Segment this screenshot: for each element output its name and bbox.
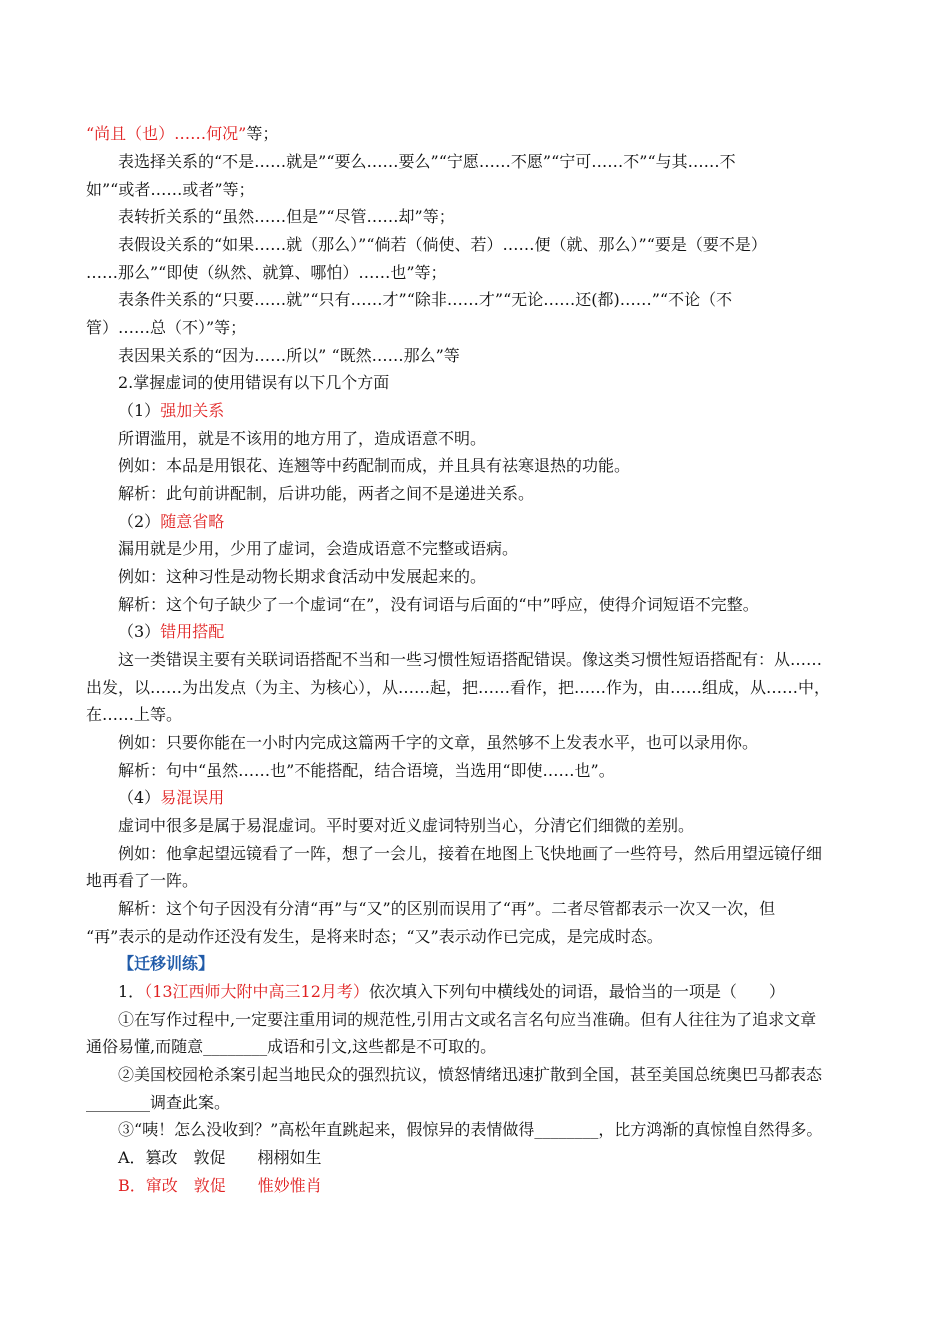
subheading-title: 易混误用 [160, 788, 225, 807]
line-shangqie [86, 123, 866, 145]
question-source: （13江西师大附中高三12月考） [144, 982, 369, 1001]
option-b-answer: B．窜改 敦促 惟妙惟肖 [118, 1176, 322, 1195]
line-choice-relation: 表选择关系的“不是……就是”“要么……要么”“宁愿……不愿”“宁可……不”“与其……不 [118, 152, 736, 171]
question-1-item-3: ③“咦！怎么没收到？”高松年直跳起来，假惊异的表情做得________，比方鸿渐的真惊惶自然得多。 [118, 1120, 823, 1139]
subheading-2 [118, 511, 898, 533]
line-definition-3-end: 在……上等。 [86, 705, 183, 724]
line-analysis-2: 解析：这个句子缺少了一个虚词“在”，没有词语与后面的“中”呼应，使得介词短语不完整。 [118, 595, 759, 614]
line-condition-relation-cont: 管）……总（不）”等； [86, 318, 247, 337]
subheading-number: （1） [118, 401, 161, 420]
line-choice-relation-cont: 如”“或者……或者”等； [86, 180, 255, 199]
subheading-number: （2） [118, 512, 161, 531]
line-definition-4: 虚词中很多是属于易混虚词。平时要对近义虚词特别当心，分清它们细微的差别。 [118, 816, 695, 835]
section-heading-errors: 2.掌握虚词的使用错误有以下几个方面 [118, 373, 390, 392]
subheading-3 [118, 621, 898, 643]
line-hypothesis-relation: 表假设关系的“如果……就（那么）”“倘若（倘使、若）……便（就、那么）”“要是（要不是） [118, 235, 767, 254]
line-text: 等； [246, 124, 279, 143]
line-example-4: 例如：他拿起望远镜看了一阵，想了一会儿，接着在地图上飞快地画了一些符号，然后用望远镜仔细 [118, 844, 823, 863]
question-number: 1． [118, 982, 145, 1001]
subheading-number: （4） [118, 788, 161, 807]
subheading-title: 随意省略 [160, 512, 225, 531]
question-1-item-1-cont: 通俗易懂,而随意________成语和引文,这些都是不可取的。 [86, 1037, 497, 1056]
subheading-title: 强加关系 [160, 401, 225, 420]
line-analysis-3: 解析：句中“虽然……也”不能搭配，结合语境，当选用“即使……也”。 [118, 761, 615, 780]
subheading-1 [118, 400, 898, 422]
question-1-stem [118, 981, 898, 1003]
line-definition-1: 所谓滥用，就是不该用的地方用了，造成语意不明。 [118, 429, 487, 448]
line-example-3: 例如：只要你能在一小时内完成这篇两千字的文章，虽然够不上发表水平，也可以录用你。 [118, 733, 759, 752]
line-definition-3-cont: 出发，以……为出发点（为主、为核心），从……起，把……看作，把……作为，由……组成，从……中， [86, 678, 831, 697]
question-1-item-2-cont: ________调查此案。 [86, 1093, 231, 1112]
line-definition-2: 漏用就是少用，少用了虚词，会造成语意不完整或语病。 [118, 539, 519, 558]
red-phrase: “尚且（也）……何况” [86, 124, 247, 143]
line-example-4-cont: 地再看了一阵。 [86, 871, 199, 890]
line-analysis-1: 解析：此句前讲配制，后讲功能，两者之间不是递进关系。 [118, 484, 535, 503]
line-example-2: 例如：这种习性是动物长期求食活动中发展起来的。 [118, 567, 487, 586]
subheading-4 [118, 787, 898, 809]
question-1-item-1: ①在写作过程中,一定要注重用词的规范性,引用古文或名言名句应当准确。但有人往往为了追求文章 [118, 1010, 817, 1029]
line-turning-relation: 表转折关系的“虽然……但是”“尽管……却”等； [118, 207, 455, 226]
line-example-1: 例如：本品是用银花、连翘等中药配制而成，并且具有祛寒退热的功能。 [118, 456, 631, 475]
line-definition-3: 这一类错误主要有关联词语搭配不当和一些习惯性短语搭配错误。像这类习惯性短语搭配有：从…… [118, 650, 823, 669]
line-hypothesis-relation-cont: ……那么”“即使（纵然、就算、哪怕）……也”等； [86, 263, 447, 282]
section-heading-practice: 【迁移训练】 [118, 954, 215, 973]
option-a: A．篡改 敦促 栩栩如生 [118, 1148, 322, 1167]
subheading-number: （3） [118, 622, 161, 641]
question-text: 依次填入下列句中横线处的词语，最恰当的一项是（ ） [368, 982, 785, 1001]
line-analysis-4: 解析：这个句子因没有分清“再”与“又”的区别而误用了“再”。二者尽管都表示一次又一次，但 [118, 899, 776, 918]
subheading-title: 错用搭配 [160, 622, 225, 641]
line-analysis-4-cont: “再”表示的是动作还没有发生，是将来时态；“又”表示动作已完成，是完成时态。 [86, 927, 663, 946]
line-condition-relation: 表条件关系的“只要……就”“只有……才”“除非……才”“无论……还(都)……”“不论（不 [118, 290, 733, 309]
question-1-item-2: ②美国校园枪杀案引起当地民众的强烈抗议，愤怒情绪迅速扩散到全国，甚至美国总统奥巴马都表态 [118, 1065, 823, 1084]
line-cause-relation: 表因果关系的“因为……所以” “既然……那么”等 [118, 346, 460, 365]
